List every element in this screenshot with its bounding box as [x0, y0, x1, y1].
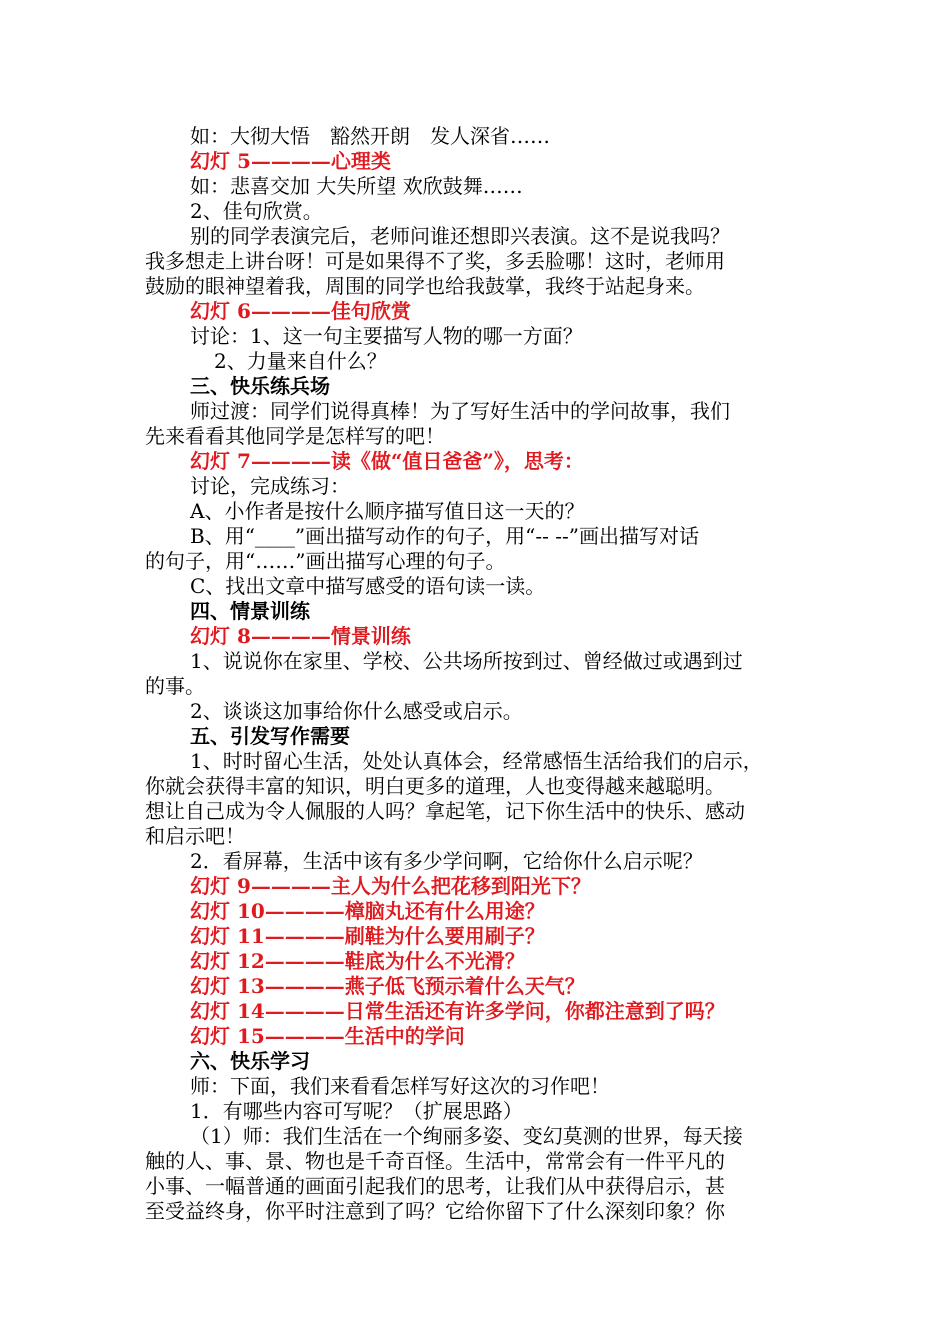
text-line: 师过渡：同学们说得真棒！为了写好生活中的学问故事，我们 [190, 399, 730, 423]
text-line: 你就会获得丰富的知识，明白更多的道理，人也变得越来越聪明。 [145, 774, 725, 798]
text-line: 1、说说你在家里、学校、公共场所按到过、曾经做过或遇到过 [190, 649, 743, 673]
text-line: 触的人、事、景、物也是千奇百怪。生活中，常常会有一件平凡的 [145, 1149, 725, 1173]
text-line: 如：悲喜交加 大失所望 欢欣鼓舞…… [190, 174, 523, 198]
text-line: 我多想走上讲台呀！可是如果得不了奖，多丢脸哪！这时，老师用 [145, 249, 725, 273]
text-line: 2、谈谈这加事给你什么感受或启示。 [190, 699, 523, 723]
text-line: 1．有哪些内容可写呢？（扩展思路） [190, 1099, 523, 1123]
text-line: 和启示吧！ [145, 824, 245, 848]
text-line: 讨论，完成练习： [190, 474, 350, 498]
slide-heading: 幻灯 15————生活中的学问 [190, 1024, 465, 1048]
text-line: 师：下面，我们来看看怎样写好这次的习作吧！ [190, 1074, 610, 1098]
section-heading: 五、引发写作需要 [190, 724, 350, 748]
text-line: 鼓励的眼神望着我，周围的同学也给我鼓掌，我终于站起身来。 [145, 274, 705, 298]
text-line: 小事、一幅普通的画面引起我们的思考，让我们从中获得启示，甚 [145, 1174, 725, 1198]
text-line: 1、时时留心生活，处处认真体会，经常感悟生活给我们的启示， [190, 749, 763, 773]
slide-heading: 幻灯 8————情景训练 [190, 624, 411, 648]
text-line: 先来看看其他同学是怎样写的吧！ [145, 424, 445, 448]
slide-heading: 幻灯 10————樟脑丸还有什么用途？ [190, 899, 545, 923]
text-line: 2．看屏幕，生活中该有多少学问啊，它给你什么启示呢？ [190, 849, 703, 873]
text-line: 至受益终身，你平时注意到了吗？它给你留下了什么深刻印象？你 [145, 1199, 725, 1223]
text-line: 的句子，用“……”画出描写心理的句子。 [145, 549, 506, 573]
text-line: 2、力量来自什么？ [214, 349, 387, 373]
section-heading: 三、快乐练兵场 [190, 374, 330, 398]
text-line: 讨论：1、这一句主要描写人物的哪一方面？ [190, 324, 583, 348]
slide-heading: 幻灯 12————鞋底为什么不光滑？ [190, 949, 525, 973]
text-line: 的事。 [145, 674, 205, 698]
text-line: A、小作者是按什么顺序描写值日这一天的？ [190, 499, 585, 523]
text-line: 想让自己成为令人佩服的人吗？拿起笔，记下你生活中的快乐、感动 [145, 799, 745, 823]
text-line: 别的同学表演完后，老师问谁还想即兴表演。这不是说我吗？ [190, 224, 730, 248]
text-line: 2、佳句欣赏。 [190, 199, 323, 223]
slide-heading: 幻灯 7————读《做“值日爸爸”》，思考： [190, 449, 584, 473]
text-line: 如：大彻大悟 豁然开朗 发人深省…… [190, 124, 550, 148]
text-line: C、找出文章中描写感受的语句读一读。 [190, 574, 546, 598]
text-line: （1）师：我们生活在一个绚丽多姿、变幻莫测的世界，每天接 [190, 1124, 743, 1148]
slide-heading: 幻灯 14————日常生活还有许多学问，你都注意到了吗？ [190, 999, 725, 1023]
slide-heading: 幻灯 11————刷鞋为什么要用刷子？ [190, 924, 545, 948]
text-line: B、用“____”画出描写动作的句子，用“-- --”画出描写对话 [190, 524, 699, 548]
section-heading: 四、情景训练 [190, 599, 310, 623]
section-heading: 六、快乐学习 [190, 1049, 310, 1073]
slide-heading: 幻灯 13————燕子低飞预示着什么天气？ [190, 974, 585, 998]
slide-heading: 幻灯 5————心理类 [190, 149, 391, 173]
slide-heading: 幻灯 6————佳句欣赏 [190, 299, 411, 323]
slide-heading: 幻灯 9————主人为什么把花移到阳光下？ [190, 874, 591, 898]
